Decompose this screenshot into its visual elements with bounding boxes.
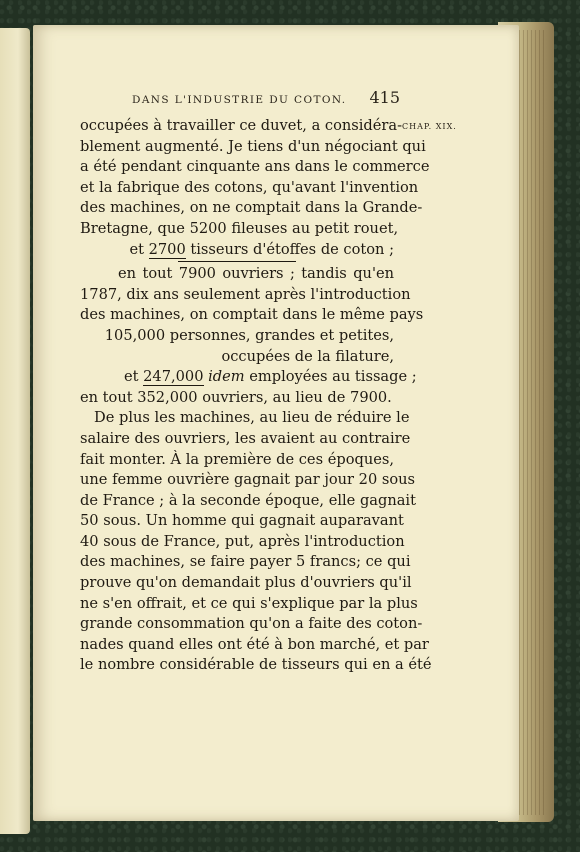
text-line: une femme ouvrière gagnait par jour 20 sous: [80, 471, 416, 489]
text-line: ne s'en offrait, et ce qui s'explique par la plus: [80, 594, 418, 612]
text-line-et-2700: et 2700 tisseurs d'étoffes de coton ;: [129, 240, 394, 258]
text-line: 50 sous. Un homme qui gagnait auparavant: [80, 512, 404, 530]
text-line: et la fabrique des cotons, qu'avant l'invention: [80, 178, 419, 196]
text-line: 40 sous de France, put, après l'introduction: [80, 532, 405, 550]
running-head: DANS L'INDUSTRIE DU COTON.: [132, 94, 347, 106]
text-line: 105,000 personnes, grandes et petites,: [104, 326, 394, 344]
page-edges: [515, 30, 545, 815]
text-line: occupées de la filature,: [221, 347, 394, 365]
text-line: a été pendant cinquante ans dans le commerce: [80, 158, 430, 176]
text-line: de France ; à la seconde époque, elle gagnait: [80, 491, 416, 509]
page-number: 415: [369, 88, 400, 107]
text-line: blement augmenté. Je tiens d'un négociant qui: [80, 137, 426, 155]
facing-page-edge: [0, 28, 30, 834]
text-line: nades quand elles ont été à bon marché, et par: [80, 635, 429, 653]
text-line: des machines, on comptait dans le même pays: [80, 306, 424, 324]
text-line: grande consommation qu'on a faite des coton-: [80, 615, 423, 633]
margin-note: CHAP. XIX.: [402, 122, 457, 131]
text-line: Bretagne, que 5200 fileuses au petit rouet,: [80, 219, 399, 237]
underlined-number: 247,000: [143, 368, 204, 386]
text-line-total: en tout 352,000 ouvriers, au lieu de 7900.: [80, 388, 392, 406]
sum-rule: [178, 261, 296, 262]
text-line: 1787, dix ans seulement après l'introduction: [80, 285, 411, 303]
text-line: occupées à travailler ce duvet, a considéra-: [80, 117, 403, 134]
text-line-et-247000: et 247,000 idem employées au tissage ;: [124, 368, 417, 386]
text-line: des machines, on ne comptait dans la Grande-: [80, 199, 423, 217]
text-line: salaire des ouvriers, les avaient au contraire: [80, 429, 411, 447]
text-line-total: en tout 7900 ouvriers ; tandis qu'en: [118, 265, 394, 283]
text-line: De plus les machines, au lieu de réduire le: [94, 409, 410, 427]
text-line: des machines, se faire payer 5 francs; ce qui: [80, 553, 411, 571]
text-line: fait monter. À la première de ces époques,: [80, 450, 394, 468]
text-line: le nombre considérable de tisseurs qui en a été: [80, 656, 432, 674]
text-line: prouve qu'on demandait plus d'ouvriers qu'il: [80, 574, 412, 592]
underlined-number: 2700: [148, 240, 186, 258]
